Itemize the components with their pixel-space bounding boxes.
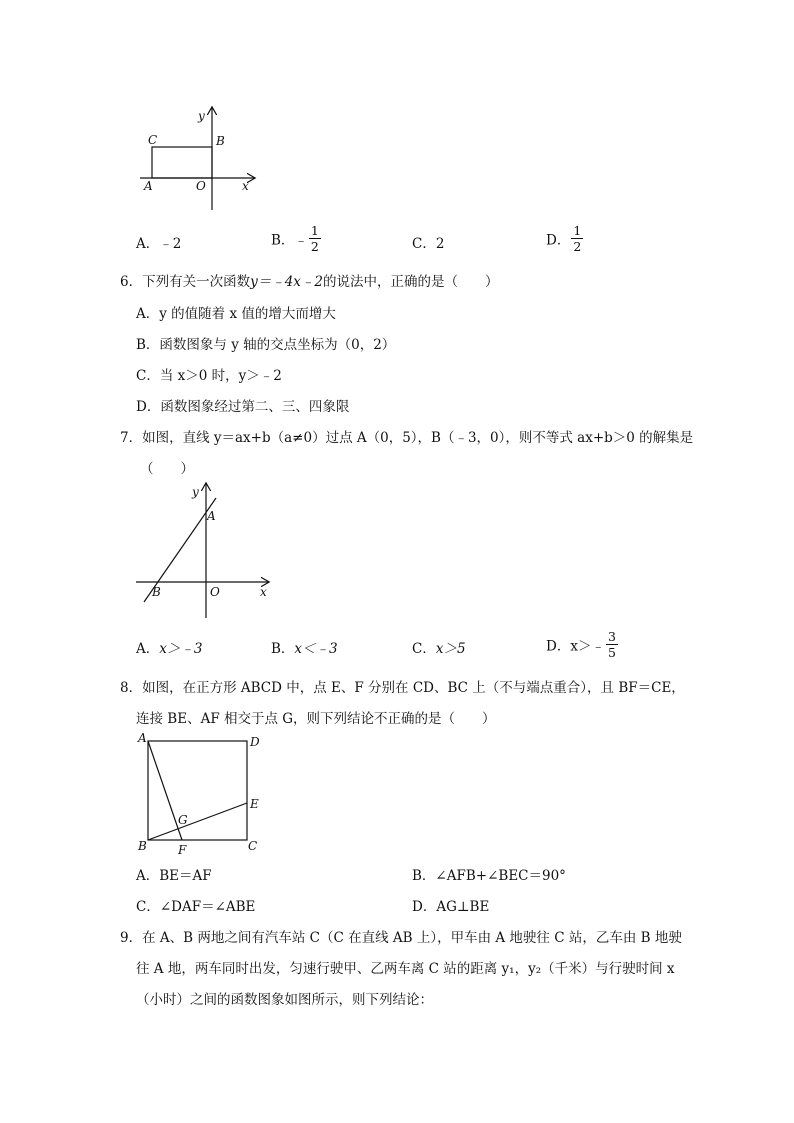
- q7-figure: [132, 478, 282, 623]
- q8-square: [148, 741, 247, 840]
- q5-option-a: A．﹣2: [136, 236, 182, 252]
- q5-label-o: O: [196, 179, 206, 193]
- q8-segment-be: [148, 803, 247, 840]
- q9-line1: 9．在 A、B 两地之间有汽车站 C（C 在直线 AB 上），甲车由 A 地驶往 C 站，乙车由 B 地驶: [120, 930, 682, 946]
- q5-option-d: D． $\frac{1}{2}$: [546, 223, 582, 255]
- q7-label-o: O: [210, 585, 220, 599]
- q8-label-b: B: [138, 839, 147, 853]
- q7-stem-line1: 7．如图，直线 y＝ax+b（a≠0）过点 A（0，5），B（﹣3，0），则不等式 ax+b＞0 的解集是: [120, 430, 694, 446]
- q8-label-d: D: [250, 735, 260, 749]
- q8-label-g: G: [178, 813, 188, 827]
- q6-option-d: D．函数图象经过第二、三、四象限: [136, 399, 350, 415]
- q6-stem: 6．下列有关一次函数y＝﹣4x﹣2的说法中，正确的是（ ）: [120, 274, 499, 290]
- q8-stem-line2: 连接 BE、AF 相交于点 G，则下列结论不正确的是（ ）: [136, 711, 496, 727]
- q6-option-b: B．函数图象与 y 轴的交点坐标为（0，2）: [136, 337, 396, 353]
- q7-option-a: A．x＞﹣3: [136, 641, 203, 657]
- q9-line2: 往 A 地，两车同时出发，匀速行驶甲、乙两车离 C 站的距离 y₁，y₂（千米）与行驶时间 x: [136, 961, 675, 977]
- q6-option-c: C．当 x＞0 时，y＞﹣2: [136, 368, 282, 384]
- q6-option-a: A．y 的值随着 x 值的增大而增大: [136, 306, 336, 322]
- q5-figure: [136, 100, 266, 215]
- q5-label-x: x: [242, 179, 249, 193]
- q5-label-b: B: [216, 134, 225, 148]
- q5-label-y: y: [198, 109, 205, 123]
- q5-option-c: C．2: [412, 236, 445, 252]
- q7-stem-line2: （ ）: [140, 461, 194, 477]
- q5-label-c: C: [148, 133, 158, 147]
- q7-option-d-fraction: $\frac{3}{5}$: [607, 629, 616, 661]
- q8-option-a: A．BE＝AF: [136, 868, 212, 884]
- q5-option-b-fraction: $\frac{1}{2}$: [310, 223, 319, 255]
- q8-label-c: C: [248, 839, 258, 853]
- q7-label-x: x: [260, 585, 267, 599]
- q7-option-b: B．x＜﹣3: [271, 641, 338, 657]
- q7-option-d: D．x＞﹣ $\frac{3}{5}$: [546, 629, 616, 661]
- q7-label-a: A: [207, 509, 216, 523]
- q8-label-f: F: [178, 843, 187, 857]
- q8-label-a: A: [138, 731, 147, 745]
- q8-figure: [132, 728, 272, 858]
- q5-label-a: A: [144, 179, 153, 193]
- q8-label-e: E: [250, 797, 259, 811]
- q5-option-b: B．﹣ $\frac{1}{2}$: [271, 223, 319, 255]
- q5-option-d-fraction: $\frac{1}{2}$: [573, 223, 582, 255]
- q8-stem-line1: 8．如图，在正方形 ABCD 中，点 E、F 分别在 CD、BC 上（不与端点重合），且 BF＝CE，: [120, 680, 685, 696]
- q7-option-c: C．x＞5: [412, 641, 466, 657]
- q8-segment-af: [148, 741, 182, 840]
- q8-option-d: D．AG⊥BE: [412, 899, 490, 915]
- q7-label-y: y: [192, 485, 199, 499]
- q5-rectangle: [152, 147, 212, 178]
- q8-option-c: C．∠DAF＝∠ABE: [136, 899, 256, 915]
- q8-option-b: B．∠AFB+∠BEC＝90°: [412, 868, 566, 884]
- q9-line3: （小时）之间的函数图象如图所示，则下列结论：: [136, 992, 433, 1008]
- q7-label-b: B: [152, 585, 161, 599]
